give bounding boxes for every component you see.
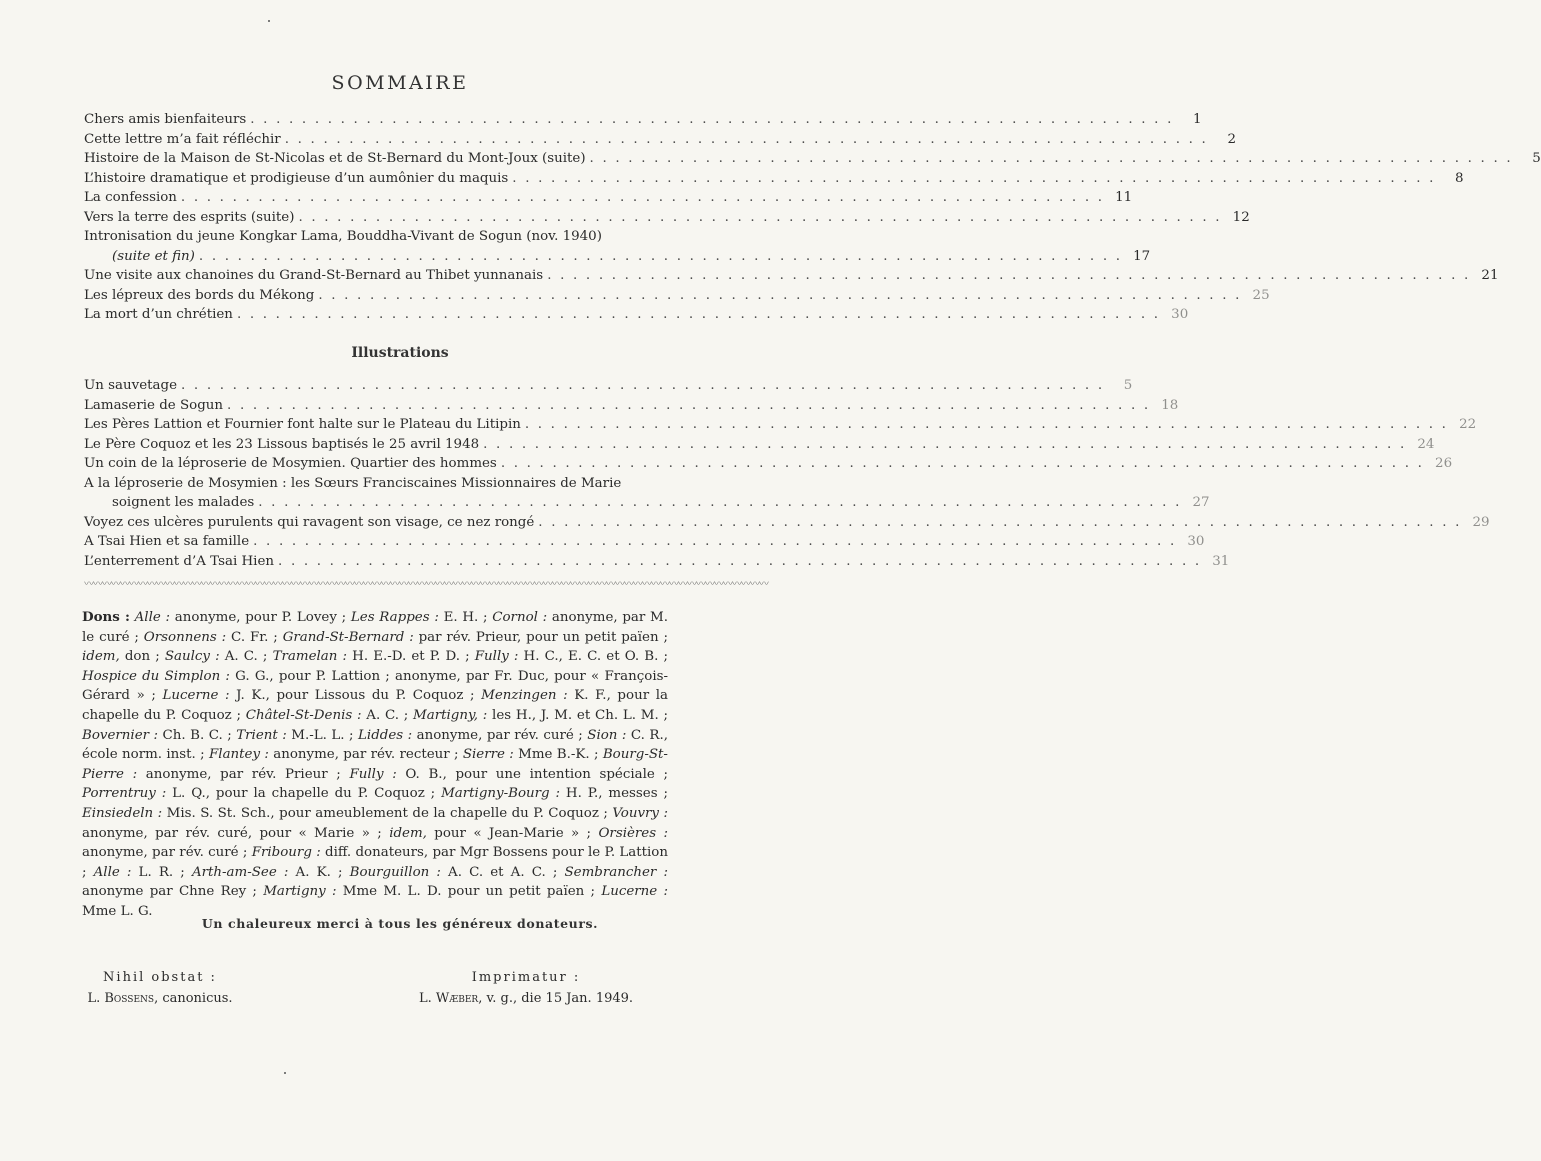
leader-dots bbox=[547, 266, 1470, 286]
donor-details: Mme M. L. D. pour un petit païen ; bbox=[336, 884, 602, 900]
toc-page-number: 2 bbox=[1227, 131, 1236, 147]
toc-entry bbox=[84, 532, 1205, 552]
donor-place: Saulcy : bbox=[164, 649, 220, 665]
imprimatur-block bbox=[394, 967, 658, 1009]
toc-page-number: 18 bbox=[1161, 397, 1179, 413]
toc-entry bbox=[84, 513, 1490, 533]
donor-place: Sion : bbox=[587, 727, 627, 743]
donor-place: Bourguillon : bbox=[349, 864, 441, 880]
toc-entry-title: La mort d’un chrétien bbox=[84, 307, 233, 322]
toc-entry-title-cont: (suite et fin) bbox=[112, 248, 195, 264]
leader-dots bbox=[181, 188, 1104, 208]
leader-dots bbox=[285, 130, 1208, 150]
toc-entry bbox=[84, 415, 1477, 435]
donor-place: Arth-am-See : bbox=[191, 864, 289, 880]
toc-page-number: 29 bbox=[1472, 514, 1490, 530]
imprimatur-signatory bbox=[394, 988, 658, 1009]
toc-entry bbox=[84, 208, 1250, 228]
decorative-divider: 〰〰〰〰〰〰〰〰〰〰〰〰〰〰〰〰〰〰〰〰〰〰〰〰〰〰〰〰〰〰〰〰〰〰〰〰〰〰〰〰〰〰〰〰〰〰〰〰〰〰〰〰〰〰〰〰〰〰〰〰〰〰〰〰〰〰〰〰〰〰〰〰〰〰〰〰 bbox=[84, 579, 768, 590]
donations-paragraph bbox=[82, 608, 668, 922]
signatory-role: , canonicus. bbox=[154, 991, 233, 1006]
donor-details: diff. donateurs, par Mgr Bossens pour le P. Lattion ; bbox=[82, 845, 668, 880]
leader-dots bbox=[258, 493, 1181, 513]
toc-entry bbox=[84, 130, 1236, 150]
toc-entry-title: Les lépreux des bords du Mékong bbox=[84, 287, 315, 303]
donor-details: C. Fr. ; bbox=[226, 629, 283, 645]
toc-entry bbox=[84, 110, 1202, 130]
toc-page-number: 25 bbox=[1252, 287, 1270, 303]
leader-dots bbox=[483, 435, 1406, 455]
donor-details: A. C. ; bbox=[219, 649, 273, 665]
toc-page-number: 5 bbox=[1123, 378, 1133, 393]
nihil-obstat-block bbox=[74, 967, 246, 1009]
donor-details: H. P., messes ; bbox=[560, 786, 668, 802]
toc-entry-title: Vers la terre des esprits (suite) bbox=[84, 209, 295, 225]
toc-entry-continuation bbox=[84, 247, 1151, 267]
signatory-role: , v. g., die 15 Jan. 1949. bbox=[478, 991, 634, 1006]
toc-page-number: 8 bbox=[1455, 170, 1464, 186]
toc-entry-title: L’enterrement d’A Tsai Hien bbox=[84, 553, 275, 569]
toc-page-number: 17 bbox=[1133, 248, 1151, 264]
toc-page-number: 22 bbox=[1459, 417, 1477, 432]
leader-dots bbox=[318, 286, 1241, 306]
donor-details: par rév. Prieur, pour un petit païen ; bbox=[413, 629, 668, 645]
donor-place: Martigny-Bourg : bbox=[441, 786, 561, 802]
donor-place: Einsiedeln : bbox=[82, 805, 163, 821]
toc-page-number: 12 bbox=[1232, 209, 1250, 225]
thanks-line: Un chaleureux merci à tous les généreux donateurs. bbox=[201, 916, 599, 931]
leader-dots bbox=[590, 149, 1513, 169]
leader-dots bbox=[250, 110, 1173, 130]
toc-entry-title: Une visite aux chanoines du Grand-St-Bernard au Thibet yunnanais bbox=[84, 268, 544, 283]
imprimatur-heading: Imprimatur : bbox=[471, 970, 581, 985]
toc-entry-title: Cette lettre m’a fait réfléchir bbox=[84, 131, 281, 147]
nihil-obstat-heading: Nihil obstat : bbox=[103, 970, 217, 985]
toc-page-number: 21 bbox=[1481, 268, 1499, 283]
toc-entry bbox=[84, 376, 1133, 396]
toc-entry bbox=[84, 435, 1435, 455]
toc-entry-title: Lamaserie de Sogun bbox=[84, 397, 224, 413]
donor-details: anonyme, par rév. curé ; bbox=[82, 845, 252, 861]
donor-place: Sierre : bbox=[462, 747, 514, 763]
donor-details: anonyme, par rév. curé, pour « Marie » ; bbox=[82, 825, 390, 841]
donor-place: Menzingen : bbox=[481, 688, 568, 704]
leader-dots bbox=[298, 208, 1221, 228]
toc-entry bbox=[84, 266, 1499, 286]
donor-place: Hospice du Simplon : bbox=[82, 668, 230, 684]
donor-place: Vouvry : bbox=[612, 805, 668, 821]
donor-details: anonyme, par rév. recteur ; bbox=[268, 747, 463, 763]
toc-page-number: 5 bbox=[1532, 151, 1541, 166]
donor-place: Martigny : bbox=[263, 884, 337, 900]
donor-details: K. F., pour la chapelle du P. Coquoz ; bbox=[82, 688, 668, 723]
donor-details: H. C., E. C. et O. B. ; bbox=[518, 649, 669, 665]
donor-place: Bourg-St-Pierre : bbox=[82, 747, 668, 782]
donor-place: Tramelan : bbox=[272, 649, 348, 665]
toc-page-number: 11 bbox=[1115, 190, 1133, 205]
paper-speck bbox=[284, 1072, 286, 1074]
toc-entry-title: Chers amis bienfaiteurs bbox=[84, 112, 247, 127]
donor-place: Martigny, : bbox=[413, 707, 488, 723]
toc-entry bbox=[84, 169, 1464, 189]
toc-entry-title-cont: soignent les malades bbox=[112, 495, 255, 510]
leader-dots bbox=[227, 396, 1150, 416]
donor-details: E. H. ; bbox=[438, 610, 493, 625]
toc-page-number: 27 bbox=[1192, 495, 1210, 510]
donor-details: Mis. S. St. Sch., pour ameublement de la chapelle du P. Coquoz ; bbox=[162, 805, 613, 821]
toc-page-number: 1 bbox=[1193, 112, 1202, 127]
donor-details: G. G., pour P. Lattion ; anonyme, par Fr. Duc, pour « François-Gérard » ; bbox=[82, 668, 668, 704]
donor-details: anonyme, par rév. Prieur ; bbox=[137, 766, 350, 782]
toc-entry-title: Intronisation du jeune Kongkar Lama, Bouddha-Vivant de Sogun (nov. 1940) bbox=[84, 229, 602, 244]
toc-entry bbox=[84, 286, 1270, 306]
donor-place: Alle : bbox=[134, 610, 171, 625]
donor-place: Liddes : bbox=[358, 727, 413, 743]
donor-details: anonyme, par M. le curé ; bbox=[82, 610, 668, 645]
donor-place: Lucerne : bbox=[162, 688, 230, 704]
donor-place: Orsonnens : bbox=[143, 629, 227, 645]
toc-entry-title: Histoire de la Maison de St-Nicolas et de St-Bernard du Mont-Joux (suite) bbox=[84, 151, 586, 166]
donor-details: L. R. ; bbox=[131, 864, 192, 880]
donor-place: Les Rappes : bbox=[350, 610, 439, 625]
donor-place: Trient : bbox=[236, 727, 287, 743]
donor-details: pour « Jean-Marie » ; bbox=[426, 825, 599, 841]
donor-place: Porrentruy : bbox=[82, 786, 167, 802]
toc-entry-title: Un sauvetage bbox=[84, 378, 177, 393]
donor-details: anonyme, par rév. curé ; bbox=[412, 727, 588, 743]
toc-page-number: 30 bbox=[1171, 307, 1189, 322]
donor-place: Châtel-St-Denis : bbox=[245, 707, 362, 723]
leader-dots bbox=[501, 454, 1424, 474]
toc-entry-title: A la léproserie de Mosymien : les Sœurs Franciscaines Missionnaires de Marie bbox=[84, 475, 622, 491]
toc-entry bbox=[84, 305, 1189, 325]
donor-details: M.-L. L. ; bbox=[286, 727, 359, 743]
donor-details: L. Q., pour la chapelle du P. Coquoz ; bbox=[166, 786, 442, 802]
donor-place: idem, bbox=[389, 825, 427, 841]
donor-details: A. C. ; bbox=[361, 707, 414, 723]
page-title: SOMMAIRE bbox=[331, 72, 469, 94]
leader-dots bbox=[253, 532, 1176, 552]
toc-entry bbox=[84, 188, 1133, 208]
donor-details: les H., J. M. et Ch. L. M. ; bbox=[487, 707, 668, 723]
donor-place: Fully : bbox=[349, 766, 397, 782]
toc-page-number: 26 bbox=[1435, 456, 1453, 471]
donor-details: don ; bbox=[119, 649, 165, 665]
donor-place: Grand-St-Bernard : bbox=[282, 629, 414, 645]
leader-dots bbox=[538, 513, 1461, 533]
donor-details: anonyme, pour P. Lovey ; bbox=[170, 610, 351, 625]
donations-label: Dons : bbox=[82, 609, 130, 625]
toc-entry-title: Le Père Coquoz et les 23 Lissous baptisés le 25 avril 1948 bbox=[84, 436, 480, 452]
donor-details: anonyme par Chne Rey ; bbox=[82, 884, 264, 900]
toc-page-number: 30 bbox=[1187, 534, 1205, 549]
donor-place: Flantey : bbox=[209, 747, 269, 763]
toc-entry bbox=[84, 227, 1151, 266]
toc-page-number: 24 bbox=[1417, 436, 1435, 452]
donor-details: A. C. et A. C. ; bbox=[440, 864, 565, 880]
donor-details: H. E.-D. et P. D. ; bbox=[347, 649, 475, 665]
donor-details: Ch. B. C. ; bbox=[158, 727, 237, 743]
toc-entry bbox=[84, 552, 1230, 572]
donor-details: O. B., pour une intention spéciale ; bbox=[396, 766, 668, 782]
signatory-name: L. Bossens bbox=[87, 991, 155, 1006]
donor-place: Fully : bbox=[474, 649, 519, 665]
toc-entry-title: Voyez ces ulcères purulents qui ravagent son visage, ce nez rongé bbox=[84, 514, 535, 530]
illustrations-list bbox=[84, 376, 1490, 571]
paper-speck bbox=[268, 20, 270, 22]
toc-entry-title: Les Pères Lattion et Fournier font halte sur le Plateau du Litipin bbox=[84, 417, 521, 432]
toc-entry-continuation bbox=[84, 493, 1210, 513]
toc-entry bbox=[84, 474, 1210, 513]
donor-place: Bovernier : bbox=[82, 727, 159, 743]
donor-details: A. K. ; bbox=[288, 864, 350, 880]
leader-dots bbox=[237, 305, 1160, 325]
donor-details: Mme B.-K. ; bbox=[513, 747, 603, 763]
leader-dots bbox=[512, 169, 1435, 189]
toc-entry-title: Un coin de la léproserie de Mosymien. Quartier des hommes bbox=[84, 456, 497, 471]
leader-dots bbox=[278, 552, 1201, 572]
donor-place: Orsières : bbox=[598, 825, 668, 841]
toc-page-number: 31 bbox=[1212, 553, 1230, 569]
toc-entry bbox=[84, 149, 1541, 169]
toc-entry bbox=[84, 396, 1179, 416]
donor-place: Fribourg : bbox=[251, 845, 321, 861]
donor-place: Sembrancher : bbox=[564, 864, 668, 880]
donor-place: Cornol : bbox=[492, 610, 548, 625]
signatory-name: L. Wæber bbox=[418, 991, 479, 1006]
nihil-obstat-signatory bbox=[74, 988, 246, 1009]
toc-entry-title: A Tsai Hien et sa famille bbox=[84, 534, 250, 549]
leader-dots bbox=[181, 376, 1104, 396]
leader-dots bbox=[199, 247, 1122, 267]
toc-entry-title: La confession bbox=[84, 190, 177, 205]
illustrations-heading: Illustrations bbox=[351, 345, 449, 361]
donor-place: Lucerne : bbox=[601, 884, 668, 900]
donor-place: Alle : bbox=[93, 864, 132, 880]
donor-details: J. K., pour Lissous du P. Coquoz ; bbox=[229, 688, 482, 704]
table-of-contents bbox=[84, 110, 1541, 325]
donor-details: C. R., école norm. inst. ; bbox=[82, 727, 668, 763]
toc-entry-title: L’histoire dramatique et prodigieuse d’un aumônier du maquis bbox=[84, 170, 509, 186]
donor-place: idem, bbox=[82, 649, 120, 665]
toc-entry bbox=[84, 454, 1453, 474]
donor-details: Mme L. G. bbox=[82, 903, 153, 919]
leader-dots bbox=[525, 415, 1448, 435]
